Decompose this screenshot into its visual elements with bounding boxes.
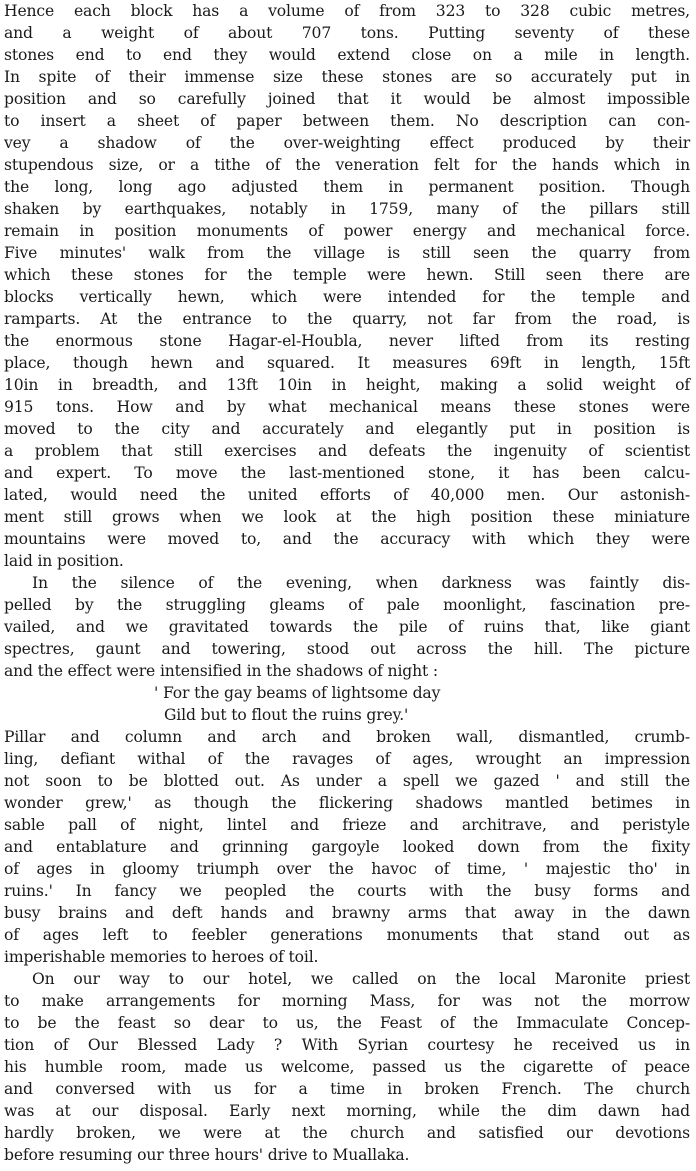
text-line: position and so carefully joined that it would be almost impossible [4, 90, 690, 108]
text-line: vailed, and we gravitated towards the pile of ruins that, like giant [4, 618, 690, 636]
text-line: Five minutes' walk from the village is still seen the quarry from [4, 244, 690, 262]
paragraph-block [4, 968, 690, 1166]
text-line: the long, long ago adjusted them in permanent position. Though [4, 178, 690, 196]
text-line: hardly broken, we were at the church and satisfied our devotions [4, 1124, 690, 1142]
text-line: On our way to our hotel, we called on the local Maronite priest [32, 970, 690, 988]
text-line: In spite of their immense size these stones are so accurately put in [4, 68, 690, 86]
verse-quotation [4, 682, 690, 726]
text-line: sable pall of night, lintel and frieze and architrave, and peristyle [4, 816, 690, 834]
text-line: to make arrangements for morning Mass, for was not the morrow [4, 992, 690, 1010]
text-line: ruins.' In fancy we peopled the courts with the busy forms and [4, 882, 690, 900]
text-line: lated, would need the united efforts of 40,000 men. Our astonish- [4, 486, 690, 504]
text-line: laid in position. [4, 552, 124, 570]
text-line: wonder grew,' as though the flickering shadows mantled betimes in [4, 794, 690, 812]
text-line: and a weight of about 707 tons. Putting seventy of these [4, 24, 690, 42]
text-line: and expert. To move the last-mentioned stone, it has been calcu- [4, 464, 690, 482]
text-line: ling, defiant withal of the ravages of ages, wrought an impression [4, 750, 690, 768]
verse-line: ' For the gay beams of lightsome day [154, 684, 441, 702]
text-line: to be the feast so dear to us, the Feast of the Immaculate Concep- [4, 1014, 690, 1032]
text-line: ment still grows when we look at the high position these miniature [4, 508, 690, 526]
text-line: Pillar and column and arch and broken wall, dismantled, crumb- [4, 728, 690, 746]
text-line: mountains were moved to, and the accuracy with which they were [4, 530, 690, 548]
text-line: which these stones for the temple were hewn. Still seen there are [4, 266, 690, 284]
text-line: of ages in gloomy triumph over the havoc of time, ' majestic tho' in [4, 860, 690, 878]
text-line: and the effect were intensified in the shadows of night : [4, 662, 439, 680]
verse-line: Gild but to flout the ruins grey.' [164, 706, 409, 724]
text-line: moved to the city and accurately and elegantly put in position is [4, 420, 690, 438]
text-line: of ages left to feebler generations monuments that stand out as [4, 926, 690, 944]
text-line: vey a shadow of the over-weighting effect produced by their [4, 134, 690, 152]
text-line: stupendous size, or a tithe of the veneration felt for the hands which in [4, 156, 690, 174]
text-line: 10in in breadth, and 13ft 10in in height, making a solid weight of [4, 376, 690, 394]
text-line: spectres, gaunt and towering, stood out across the hill. The picture [4, 640, 690, 658]
text-line: Hence each block has a volume of from 323 to 328 cubic metres, [4, 2, 690, 20]
paragraph-block [4, 572, 690, 682]
document-page [4, 0, 690, 1166]
text-line: 915 tons. How and by what mechanical means these stones were [4, 398, 690, 416]
text-line: before resuming our three hours' drive to Muallaka. [4, 1146, 410, 1164]
text-line: to insert a sheet of paper between them. No description can con- [4, 112, 690, 130]
text-line: place, though hewn and squared. It measures 69ft in length, 15ft [4, 354, 690, 372]
text-line: shaken by earthquakes, notably in 1759, many of the pillars still [4, 200, 690, 218]
paragraph-block [4, 726, 690, 968]
text-line: was at our disposal. Early next morning, while the dim dawn had [4, 1102, 690, 1120]
text-line: imperishable memories to heroes of toil. [4, 948, 319, 966]
text-line: In the silence of the evening, when darkness was faintly dis- [32, 574, 690, 592]
text-line: and entablature and grinning gargoyle looked down from the fixity [4, 838, 690, 856]
text-line: blocks vertically hewn, which were intended for the temple and [4, 288, 690, 306]
text-line: stones end to end they would extend close on a mile in length. [4, 46, 690, 64]
text-line: ramparts. At the entrance to the quarry, not far from the road, is [4, 310, 690, 328]
text-line: not soon to be blotted out. As under a spell we gazed ' and still the [4, 772, 690, 790]
paragraph-block [4, 0, 690, 572]
text-line: remain in position monuments of power energy and mechanical force. [4, 222, 690, 240]
text-line: a problem that still exercises and defeats the ingenuity of scientist [4, 442, 690, 460]
text-line: pelled by the struggling gleams of pale moonlight, fascination pre- [4, 596, 690, 614]
text-line: busy brains and deft hands and brawny arms that away in the dawn [4, 904, 690, 922]
text-line: his humble room, made us welcome, passed us the cigarette of peace [4, 1058, 690, 1076]
text-line: tion of Our Blessed Lady ? With Syrian courtesy he received us in [4, 1036, 690, 1054]
text-line: the enormous stone Hagar-el-Houbla, never lifted from its resting [4, 332, 690, 350]
text-line: and conversed with us for a time in broken French. The church [4, 1080, 690, 1098]
